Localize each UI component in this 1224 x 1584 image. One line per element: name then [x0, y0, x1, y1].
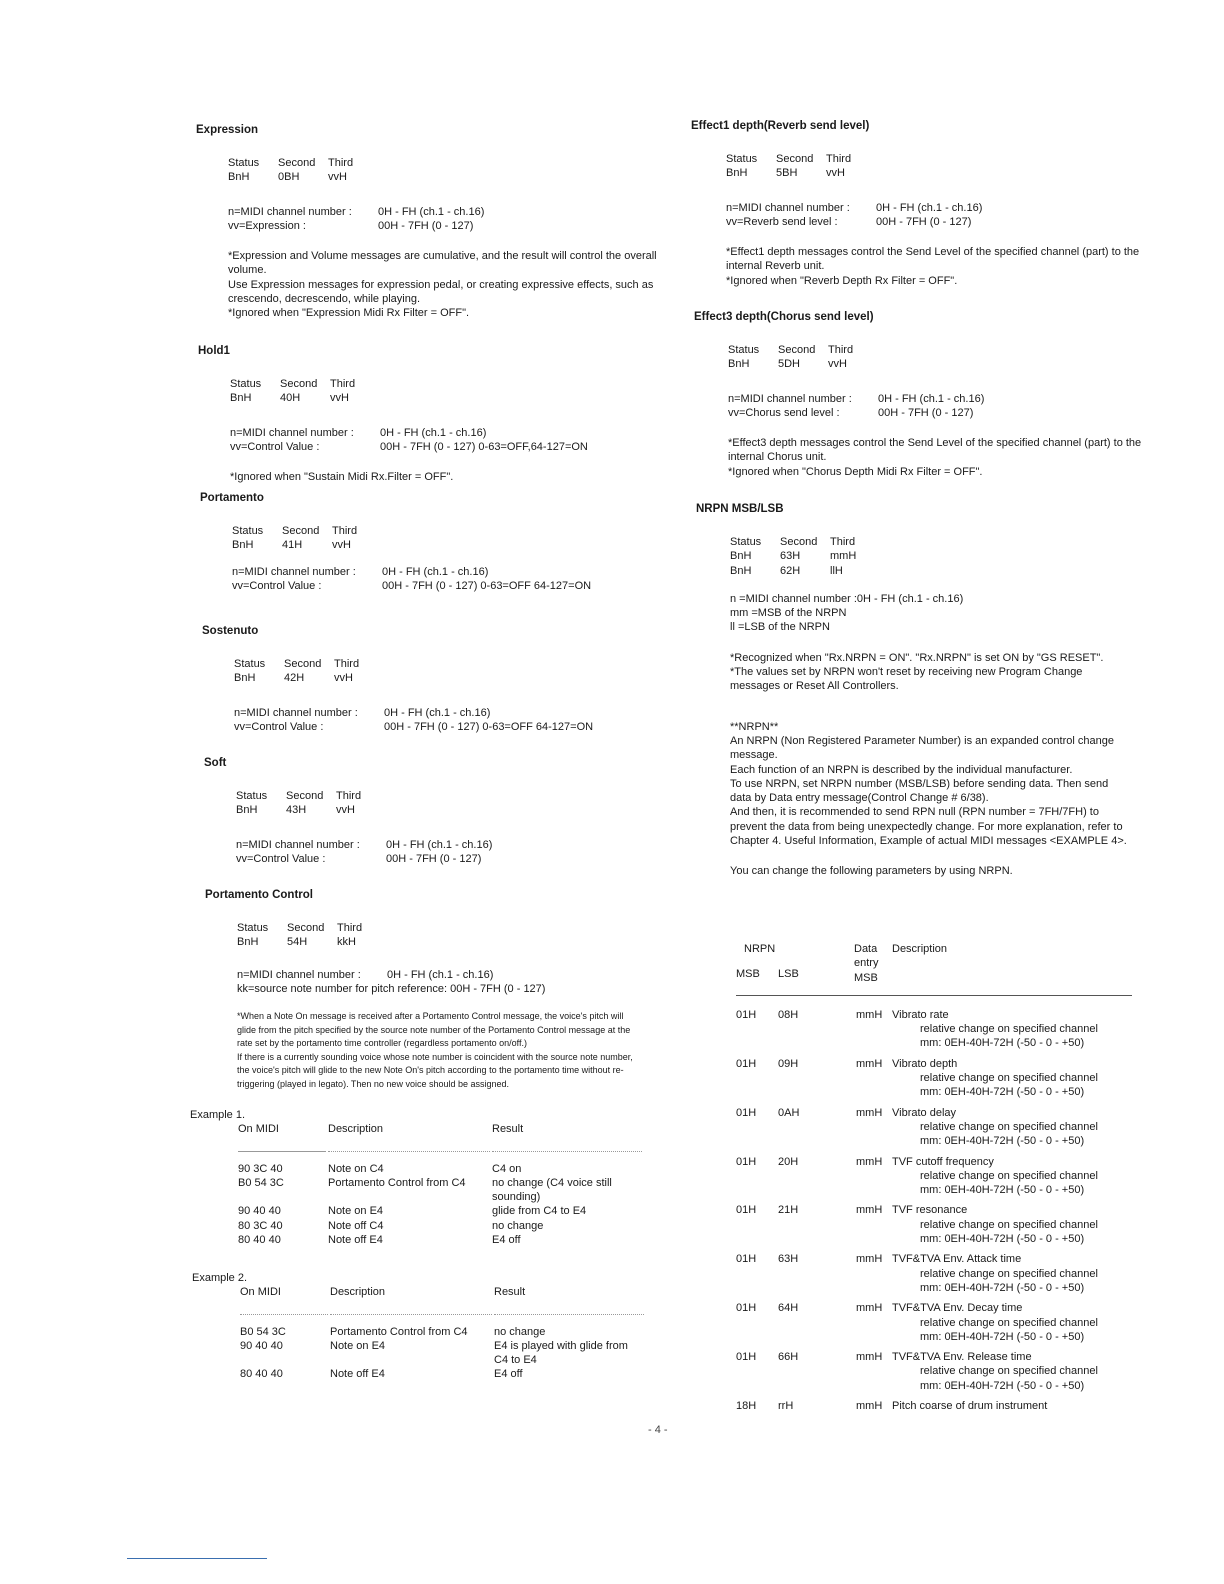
effect3-section	[694, 310, 1144, 479]
status-header: Status Second Third	[237, 921, 363, 934]
status-values: BnH 54H kkH	[237, 936, 356, 949]
status-values: BnH 40H vvH	[230, 392, 349, 405]
status-header: Status Second Third	[730, 535, 856, 548]
effect1-section	[691, 119, 1141, 288]
section-title: Effect1 depth(Reverb send level)	[691, 120, 870, 132]
section-title: Portamento Control	[205, 889, 313, 901]
example-table: On MIDI Description Result 90 3C 40 Note on C4 C4 on B0 54 3C Portamento Control from C4 no change (C4 voice still sounding) 90 40 40 Note on E4 glide from C4 to E4 80 3C 40 Note off C4 no change 80 40 40 Note off E4 E4 off	[238, 1122, 650, 1247]
table-cell: Vibrato rate	[892, 1008, 949, 1021]
divider	[240, 1314, 328, 1315]
status-header: Status Second Third	[236, 789, 362, 802]
example-table: On MIDI Description Result B0 54 3C Portamento Control from C4 no change 90 40 40 Note on E4 E4 is played with glide from C4 to E4 80 40 40 Note off E4 E4 off	[240, 1285, 652, 1381]
divider	[330, 1314, 492, 1315]
section-title: Effect3 depth(Chorus send level)	[694, 311, 874, 323]
param-list: n=MIDI channel number : 0H - FH (ch.1 - ch.16) vv=Reverb send level : 00H - 7FH (0 - 127)	[726, 201, 983, 228]
notes: *When a Note On message is received after a Portamento Control message, the voice's pitch will glide from the pitch specified by the source note number of the Portamento Control message at the rate set by the portamento time controller (regardless portamento on/off.) If there is a currently sounding voice whose note number is coincident with the source note number, the voice's pitch will glide to the new Note On's pitch according to the portamento time without re-triggering (played in legato). Then no new voice should be assigned.	[237, 1011, 633, 1089]
expression-section	[196, 123, 666, 321]
status-header: Status Second Third	[234, 657, 360, 670]
table-cell: 08H	[778, 1008, 799, 1021]
status-values: BnH 5DH vvH	[728, 358, 847, 371]
status-header: Status Second Third	[232, 524, 358, 537]
divider	[492, 1151, 642, 1152]
nrpn-col-header: NRPN	[744, 943, 776, 955]
table-cell: mmH	[856, 1008, 883, 1021]
example-2	[192, 1271, 652, 1382]
notes: *Ignored when "Sustain Midi Rx.Filter = OFF".	[230, 471, 454, 484]
portamento-control-section	[205, 888, 675, 1091]
param-list: n=MIDI channel number : 0H - FH (ch.1 - ch.16) vv=Expression : 00H - 7FH (0 - 127)	[228, 205, 485, 232]
section-title: Portamento	[200, 492, 264, 504]
hold1-section	[198, 344, 668, 484]
divider	[494, 1314, 644, 1315]
param-list: n=MIDI channel number : 0H - FH (ch.1 - ch.16) vv=Control Value : 00H - 7FH (0 - 127) 0-63=OFF 64-127=ON	[234, 706, 594, 733]
section-title: Sostenuto	[202, 625, 259, 637]
param-list-2: kk=source note number for pitch reference: 00H - 7FH (0 - 127)	[237, 982, 546, 995]
param-list: n =MIDI channel number :0H - FH (ch.1 - ch.16) mm =MSB of the NRPN ll =LSB of the NRPN	[730, 592, 964, 634]
status-header: Status Second Third	[728, 343, 854, 356]
param-list: n=MIDI channel number : 0H - FH (ch.1 - ch.16) vv=Control Value : 00H - 7FH (0 - 127) 0-63=OFF,64-127=ON	[230, 426, 588, 453]
param-list: n=MIDI channel number : 0H - FH (ch.1 - ch.16) vv=Control Value : 00H - 7FH (0 - 127)	[236, 838, 493, 865]
param-list: n=MIDI channel number : 0H - FH (ch.1 - ch.16)	[237, 968, 494, 981]
section-title: Hold1	[198, 345, 230, 357]
section-title: NRPN MSB/LSB	[696, 503, 784, 515]
msb-col-header: MSB	[736, 968, 760, 981]
divider	[736, 995, 1132, 996]
status-values: BnH 63H mmH BnH 62H llH	[730, 550, 857, 577]
section-title: Expression	[196, 124, 258, 136]
divider	[328, 1151, 490, 1152]
example-1	[190, 1108, 650, 1247]
status-values: BnH 43H vvH	[236, 804, 355, 817]
status-values: BnH 41H vvH	[232, 539, 351, 552]
footer-rule	[127, 1558, 267, 1559]
table-cell: 01H	[736, 1008, 757, 1021]
param-list: n=MIDI channel number : 0H - FH (ch.1 - ch.16) vv=Control Value : 00H - 7FH (0 - 127) 0-63=OFF 64-127=ON	[232, 565, 592, 592]
status-values: BnH 5BH vvH	[726, 167, 845, 180]
status-header: Status Second Third	[230, 377, 356, 390]
notes: *Expression and Volume messages are cumulative, and the result will control the overall volume. Use Expression messages for expression pedal, or creating expressive effects, such as crescendo, decrescendo, while playing. *Ignored when "Expression Midi Rx Filter = OFF".	[228, 250, 657, 320]
status-header: Status Second Third	[726, 152, 852, 165]
nrpn-section	[696, 502, 1156, 879]
sostenuto-section	[202, 624, 672, 734]
param-list: n=MIDI channel number : 0H - FH (ch.1 - ch.16) vv=Chorus send level : 00H - 7FH (0 - 127)	[728, 392, 985, 419]
page-number: - 4 -	[648, 1424, 668, 1436]
portamento-section	[200, 491, 670, 593]
notes: *Effect1 depth messages control the Send Level of the specified channel (part) to the internal Reverb unit. *Ignored when "Reverb Depth Rx Filter = OFF".	[726, 246, 1140, 287]
description-col-header: Description	[892, 943, 948, 955]
nrpn-parameter-table: NRPN Data entry MSB Description MSB LSB 01H 08H mmH Vibrato rate relative change on specified channel mm: 0EH-40H-72H (-50 - 0 - +50) 01H 09H mmH Vibrato depth relative change on specified channel mm: 0EH-40H-72H (-50 - 0 - +50) 01H 0AH mmH Vibrato delay relative change on specified channel mm: 0EH-40H-72H (-50 - 0 - +50) 01H 20H mmH TVF cutoff frequency relative change on specified channel mm: 0EH-40H-72H (-50 - 0 - +50) 01H 21H mmH TVF resonance relative change on specified channel mm: 0EH-40H-72H (-50 - 0 - +50) 01H 63H mmH TVF&TVA Env. Attack time relative change on specified channel mm: 0EH-40H-72H (-50 - 0 - +50) 01H 64H mmH TVF&TVA Env. Decay time relative change on specified channel mm: 0EH-40H-72H (-50 - 0 - +50) 01H 66H mmH TVF&TVA Env. Release time relative change on specified channel mm: 0EH-40H-72H (-50 - 0 - +50) 18H rrH mmH Pitch coarse of drum instrument	[696, 942, 1156, 1413]
example-title: Example 2.	[192, 1272, 248, 1284]
status-values: BnH 42H vvH	[234, 672, 353, 685]
status-header: Status Second Third	[228, 156, 354, 169]
soft-section	[204, 756, 674, 866]
divider	[238, 1151, 326, 1152]
status-values: BnH 0BH vvH	[228, 171, 347, 184]
change-text: You can change the following parameters by using NRPN.	[730, 865, 1013, 878]
nrpn-about: **NRPN** An NRPN (Non Registered Parameter Number) is an expanded control change message. Each function of an NRPN is described by the individual manufacturer. To use NRPN, set NRPN number (MSB/LSB) before sending data. Then send data by Data entry message(Control Change # 6/38). And then, it is recommended to send RPN null (RPN number = 7FH/7FH) to prevent the data from being unexpectedly change. For more explanation, refer to Chapter 4. Useful Information, Example of actual MIDI messages <EXAMPLE 4>.	[730, 720, 1127, 847]
example-title: Example 1.	[190, 1109, 246, 1121]
data-entry-col-header: Data entry MSB	[854, 943, 879, 984]
section-title: Soft	[204, 757, 227, 769]
notes: *Effect3 depth messages control the Send Level of the specified channel (part) to the internal Chorus unit. *Ignored when "Chorus Depth Midi Rx Filter = OFF".	[728, 437, 1142, 478]
notes: *Recognized when "Rx.NRPN = ON". "Rx.NRPN" is set ON by "GS RESET". *The values set by NRPN won't reset by receiving new Program Change messages or Reset All Controllers.	[730, 651, 1104, 693]
lsb-col-header: LSB	[778, 968, 799, 981]
